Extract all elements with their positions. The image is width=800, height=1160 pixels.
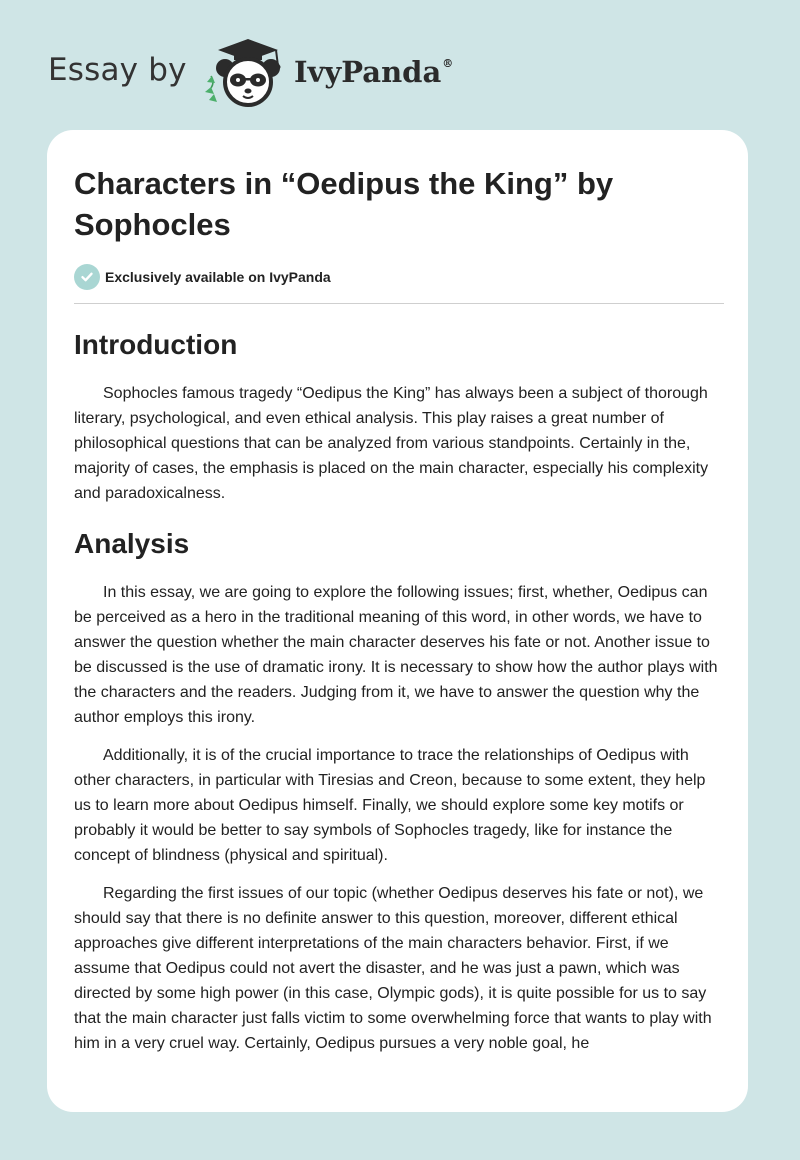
ivypanda-logo[interactable] — [198, 36, 298, 110]
badge-text: Exclusively available on IvyPanda — [105, 269, 331, 285]
paragraph: Additionally, it is of the crucial importance to trace the relationships of Oedipus with other characters, in particular with Tiresias and Creon, because to some extent, they help us to learn more about Oedipus himself. Finally, we should explore some key motifs or probably it would be better to say symbols of Sophocles tragedy, like for instance the concept of blindness (physical and spiritual). — [74, 747, 706, 864]
exclusive-badge — [74, 263, 724, 291]
paragraph: Regarding the first issues of our topic (whether Oedipus deserves his fate or not), we should say that there is no definite answer to this question, moreover, different ethical approaches give different interpretations of the main characters behavior. First, if we assume that Oedipus could not avert the disaster, and he was just a pawn, which was directed by some high power (in this case, Olympic gods), it is quite possible for us to say that the main character just falls victim to some overwhelming force that wants to play with him in a very cruel way. Certainly, Oedipus pursues a very noble goal, he — [74, 885, 712, 1052]
essay-card — [47, 130, 748, 1112]
paragraph: In this essay, we are going to explore the following issues; first, whether, Oedipus can be perceived as a hero in the traditional meaning of this word, in other words, we have to answer the question whether the main character deserves his fate or not. Another issue to be discussed is the use of dramatic irony. It is necessary to show how the author plays with the characters and the readers. Judging from it, we have to answer the question why the author employs this irony. — [74, 584, 718, 726]
registered-mark: ® — [442, 57, 454, 70]
paragraph: Sophocles famous tragedy “Oedipus the King” has always been a subject of thorough literary, psychological, and even ethical analysis. This play raises a great number of philosophical questions that can be analyzed from various standpoints. Certainly in the, majority of cases, the emphasis is placed on the main character, especially his complexity and paradoxicalness. — [74, 385, 709, 502]
site-header — [48, 36, 508, 110]
check-icon — [74, 264, 100, 290]
section-heading-introduction: Introduction — [74, 329, 238, 360]
essay-by-label: Essay by — [48, 52, 187, 88]
panda-mascot-icon — [198, 36, 298, 110]
essay-title: Characters in “Oedipus the King” by Sophocles — [74, 166, 614, 242]
section-heading-analysis: Analysis — [74, 528, 190, 559]
essay-content — [74, 163, 724, 1056]
divider — [74, 303, 724, 304]
brand-name[interactable]: IvyPanda® — [294, 55, 454, 89]
